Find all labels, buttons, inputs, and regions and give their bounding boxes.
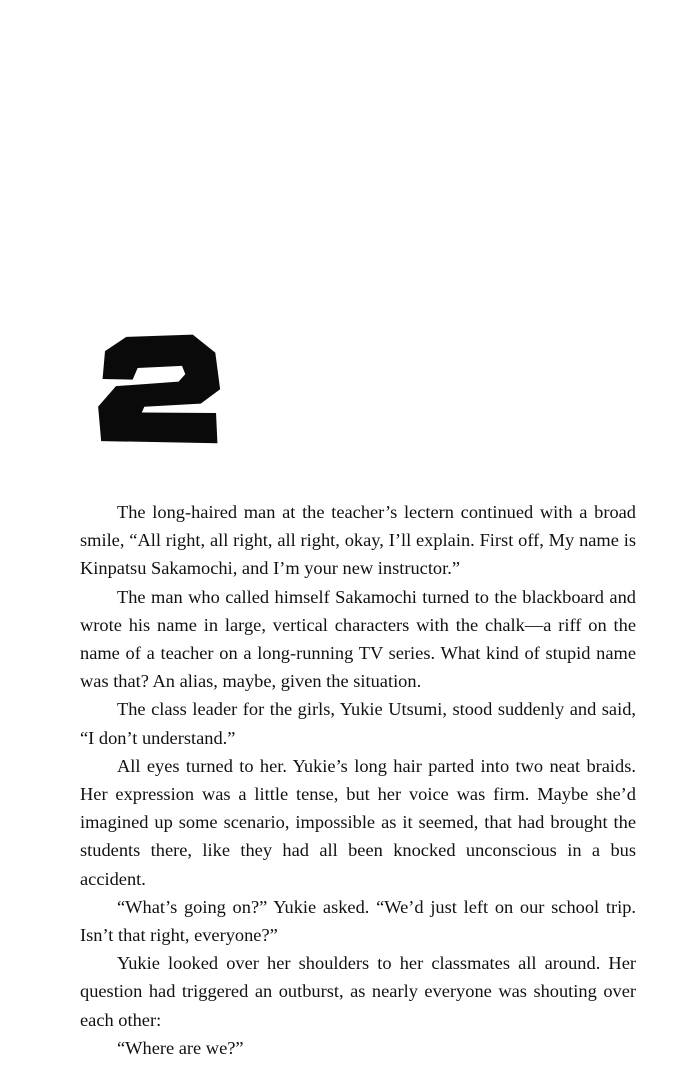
paragraph: “What’s going on?” Yukie asked. “We’d just left on our school trip. Isn’t that right, everyone?” xyxy=(80,896,636,946)
paragraph: Yukie looked over her shoulders to her classmates all around. Her question had triggered an outburst, as nearly everyone was shouting over each other: xyxy=(80,953,636,1030)
chapter-number-graphic xyxy=(92,326,228,450)
chapter-two-glyph xyxy=(92,326,228,450)
paragraph: “Where are we?” xyxy=(117,1037,244,1058)
paragraph: The man who called himself Sakamochi turned to the blackboard and wrote his name in large, vertical characters with the chalk—a riff on the name of a teacher on a long-running TV series. What kind of stupid name was that? An alias, maybe, given the situation. xyxy=(80,586,636,692)
paragraph: All eyes turned to her. Yukie’s long hair parted into two neat braids. Her expression was a little tense, but her voice was firm. Maybe she’d imagined up some scenario, impossible as it seemed, that had brought the students there, like they had all been knocked unconscious in a bus accident. xyxy=(80,755,636,889)
paragraph: The long-haired man at the teacher’s lectern continued with a broad smile, “All right, all right, all right, okay, I’ll explain. First off, My name is Kinpatsu Sakamochi, and I’m your new instructor.” xyxy=(80,502,636,579)
paragraph: The class leader for the girls, Yukie Utsumi, stood suddenly and said, “I don’t understand.” xyxy=(80,699,636,748)
chapter-body-text xyxy=(80,498,636,1062)
